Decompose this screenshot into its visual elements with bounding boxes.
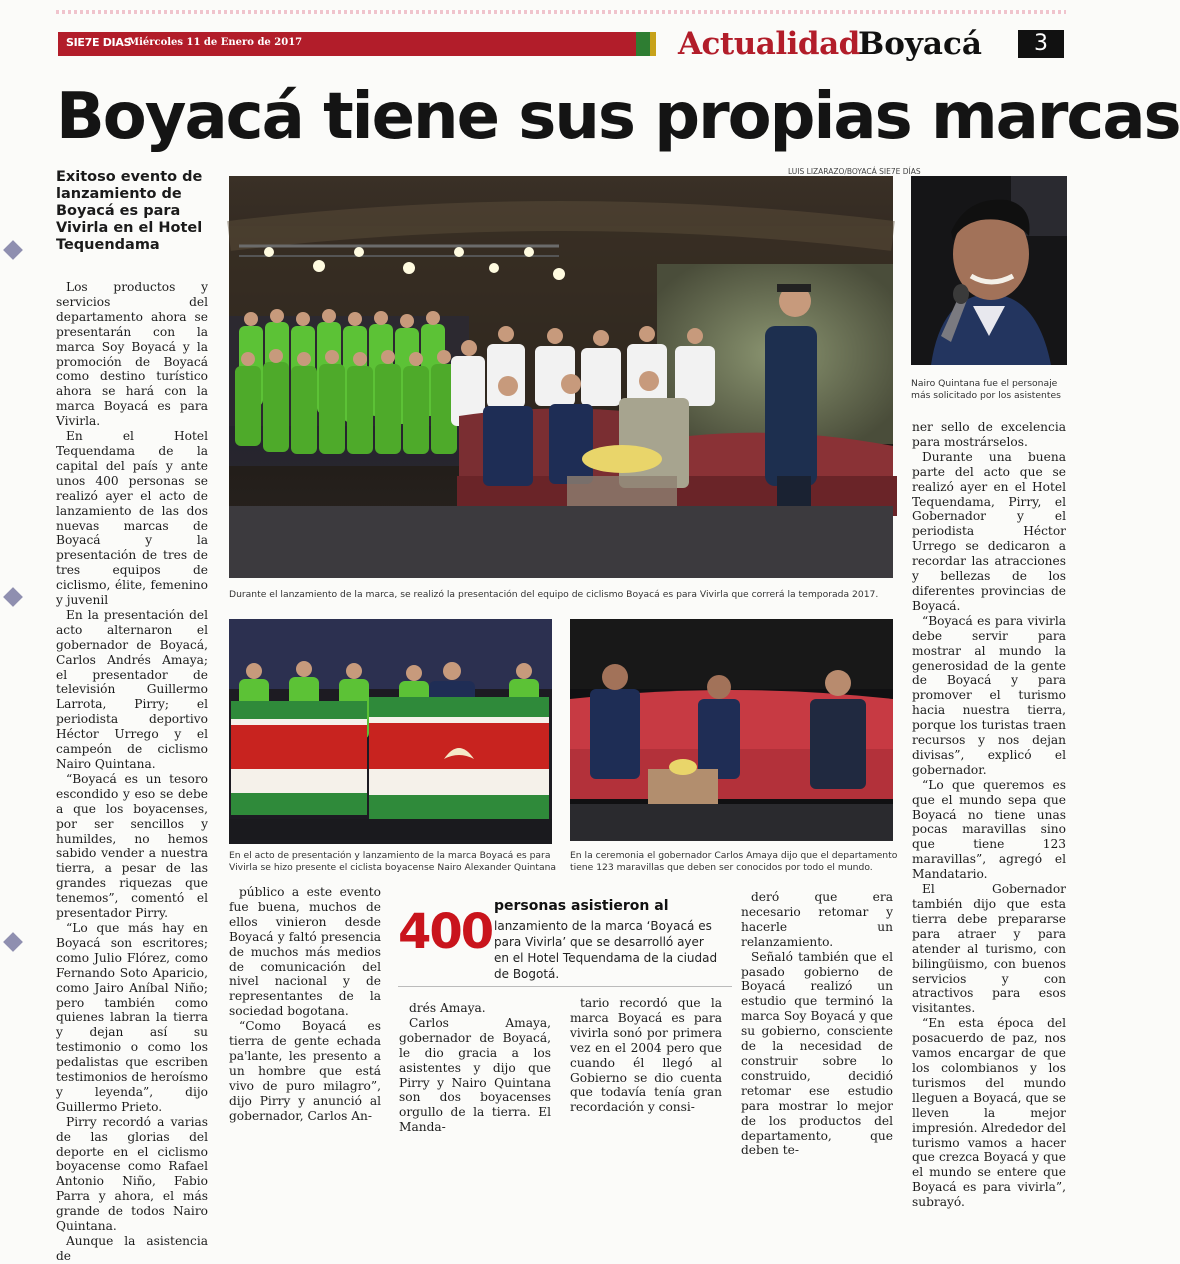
- paragraph: tario recordó que la marca Boyacá es para vivirla sonó por primera vez en el 2004 pero que cuando él llegó al Gobierno se dio cuenta que todavía tenía gran recordación y consi-: [570, 996, 722, 1115]
- masthead-green-accent: [636, 32, 650, 56]
- subheadline: Exitoso evento de lanzamiento de Boyacá es para Vivirla en el Hotel Tequendama: [56, 169, 203, 253]
- article-column-4: [570, 996, 722, 1115]
- pullquote-text: lanzamiento de la marca ‘Boyacá es para Vivirla’ que se desarrolló ayer en el Hotel Tequendama de la ciudad de Bogotá.: [494, 919, 718, 981]
- paragraph: “Como Boyacá es tierra de gente echada pa'lante, les presento a un hombre que está vivo de puro milagro”, dijo Pirry y anunció al gobernador, Carlos An-: [229, 1019, 381, 1123]
- section-title-actualidad: Actualidad: [678, 26, 860, 62]
- paragraph: “Lo que queremos es que el mundo sepa que Boyacá no tiene unas pocas maravillas sino que tiene 123 maravillas”, agregó el Mandatario.: [912, 777, 1066, 882]
- paragraph: En la presentación del acto alternaron el gobernador de Boyacá, Carlos Andrés Amaya; el presentador de televisión Guillermo Larrota, Pirry; el periodista deportivo Héctor Urrego y el campeón de ciclismo Nairo Quintana.: [56, 607, 208, 771]
- paragraph: ner sello de excelencia para mostrárselos.: [912, 420, 1066, 449]
- paragraph: El Gobernador también dijo que esta tierra debe prepararse para atraer y para atender al turismo, con bilingüismo, con buenos servicios y con atractivos para esos visitantes.: [912, 882, 1066, 1016]
- main-event-photo: [229, 176, 893, 578]
- caption-flags-photo: En el acto de presentación y lanzamiento de la marca Boyacá es para Vivirla se hizo presente el ciclista boyacense Nairo Alexander Quintana: [229, 850, 557, 873]
- article-column-right: [912, 420, 1066, 1210]
- masthead-yellow-accent: [650, 32, 656, 56]
- paragraph: Pirry recordó a varias de las glorias del deporte en el ciclismo boyacense como Rafael Antonio Niño, Fabio Parra y ahora, el más grande de todos Nairo Quintana.: [56, 1114, 208, 1234]
- paragraph: drés Amaya.: [409, 1001, 486, 1015]
- caption-sofa-photo: En la ceremonia el gobernador Carlos Amaya dijo que el departamento tiene 123 maravillas que deben ser conocidos por todo el mundo.: [570, 850, 898, 873]
- paragraph: deró que era necesario retomar y hacerle un relanzamiento.: [741, 890, 893, 949]
- caption-main-photo: Durante el lanzamiento de la marca, se realizó la presentación del equipo de ciclismo Boyacá es para Vivirla que correrá la temporada 2017.: [229, 589, 879, 600]
- sofa-interview-photo: [570, 619, 893, 841]
- pullquote-headline: personas asistieron al: [494, 898, 669, 914]
- paragraph: Los productos y servicios del departamento ahora se presentarán con la marca Soy Boyacá y la promoción de Boyacá como destino turístico ahora se hará con la marca Boyacá es para Vivirla.: [56, 280, 208, 429]
- paragraph: “En esta época del posacuerdo de paz, nos vamos encargar de que los colombianos y los turismos del mundo lleguen a Boyacá, que se lleven la mejor impresión. Alrededor del turismo vamos a hacer que crezca Boyacá y que el mundo se entere que Boyacá es para vivirla”, subrayó.: [912, 1016, 1066, 1210]
- issue-date: Miércoles 11 de Enero de 2017: [128, 37, 303, 48]
- binder-hole-mark: [3, 932, 23, 952]
- paragraph: En el Hotel Tequendama de la capital del país y ante unos 400 personas se realizó ayer el acto de lanzamiento de las dos nuevas marcas de Boyacá y la presentación de tres de tres equipos de ciclismo, élite, femenino y juvenil: [56, 429, 208, 608]
- paragraph: Carlos Amaya, gobernador de Boyacá, le dio gracia a los asistentes y dijo que Pirry y Nairo Quintana son dos boyacenses orgullo de la tierra. El Manda-: [399, 1015, 551, 1135]
- flags-photo: [229, 619, 552, 844]
- pullquote-rule: [398, 986, 732, 987]
- article-column-1: [56, 280, 208, 1263]
- print-edge-marks: [56, 10, 1066, 14]
- nairo-portrait-photo: [911, 176, 1067, 365]
- section-title-boyaca: Boyacá: [858, 26, 982, 62]
- binder-hole-mark: [3, 240, 23, 260]
- paragraph: Aunque la asistencia de: [56, 1234, 208, 1263]
- paragraph: “Boyacá es un tesoro escondido y eso se debe a que los boyacenses, por ser sencillos y humildes, no hemos sabido vender a nuestra tierra, a pesar de las grandes riquezas que tenemos”, comentó el presentador Pirry.: [56, 771, 208, 921]
- caption-nairo: Nairo Quintana fue el personaje más solicitado por los asistentes: [911, 378, 1061, 401]
- paragraph: Señaló también que el pasado gobierno de Boyacá realizó un estudio que terminó la marca Soy Boyacá y que su gobierno, consciente de la necesidad de construir sobre lo construido, decidió retomar ese estudio para mostrar lo mejor de los productos del departamento, que deben te-: [741, 949, 893, 1158]
- paragraph: Durante una buena parte del acto que se realizó ayer en el Hotel Tequendama, Pirry, el Gobernador y el periodista Héctor Urrego se dedicaron a recordar las atracciones y bellezas de los diferentes provincias de Boyacá.: [912, 449, 1066, 613]
- paragraph: “Lo que más hay en Boyacá son escritores; como Julio Flórez, como Fernando Soto Aparicio, como Jairo Aníbal Niño; pero también como quienes labran la tierra y dejan así su testimonio o como los pedalistas que escriben testimonios de heroísmo y leyenda”, dijo Guillermo Prieto.: [56, 920, 208, 1114]
- page-number: 3: [1034, 31, 1048, 56]
- pullquote-number: 400: [398, 904, 493, 960]
- paragraph: “Boyacá es para vivirla debe servir para mostrar al mundo la generosidad de la gente de Boyacá y para promover el turismo hacia nuestra tierra, porque los turistas traen recursos y nos dejan divisas”, explicó el gobernador.: [912, 613, 1066, 777]
- paragraph: público a este evento fue buena, muchos de ellos vinieron desde Boyacá y faltó presencia de muchos más medios de comunicación del nivel nacional y de representantes de la sociedad bogotana.: [229, 885, 381, 1019]
- headline: Boyacá tiene sus propias marcas: [56, 80, 1180, 154]
- binder-hole-mark: [3, 587, 23, 607]
- photo-credit: LUIS LIZARAZO/BOYACÁ SIE7E DÍAS: [788, 167, 921, 176]
- article-column-5: [741, 890, 893, 1158]
- newspaper-brand: SIE7E DIAS: [66, 36, 132, 49]
- article-column-2: [229, 885, 381, 1123]
- article-column-3: [399, 1001, 551, 1135]
